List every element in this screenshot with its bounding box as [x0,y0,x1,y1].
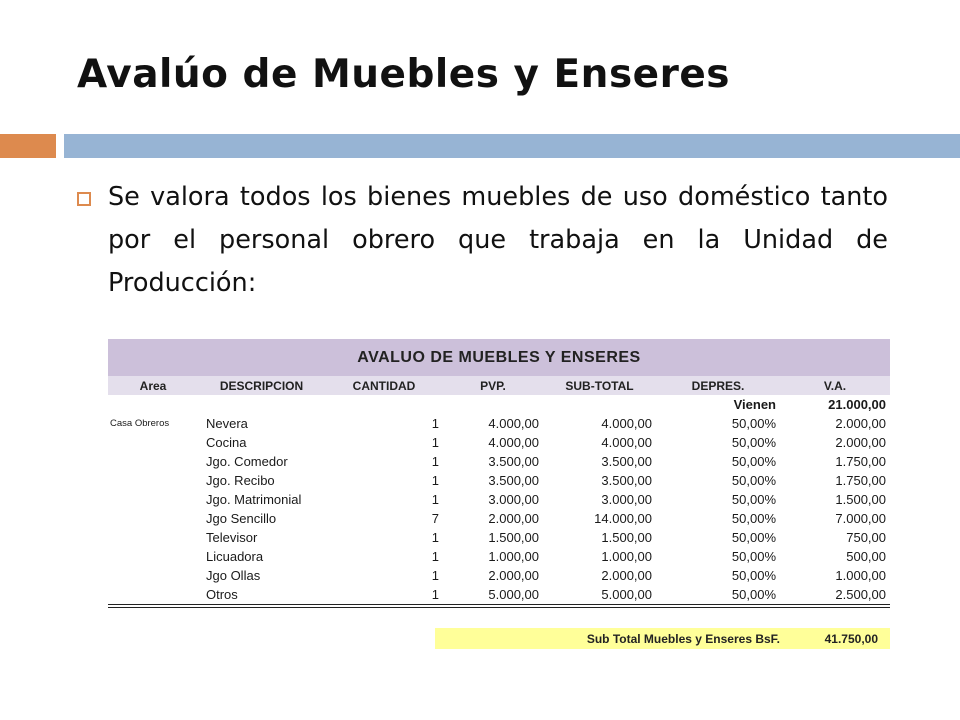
cell-cantidad: 1 [431,587,439,602]
subtotal-value: 41.750,00 [824,631,878,646]
cell-pvp: 3.500,00 [488,454,539,469]
cell-va: 7.000,00 [835,511,886,526]
cell-pvp: 4.000,00 [488,435,539,450]
cell-area [108,452,198,471]
table-row [108,490,890,509]
table-row [108,452,890,471]
accent-bar-blue [64,134,960,158]
cell-depres: 50,00% [731,511,776,526]
cell-va: 500,00 [846,549,886,564]
cell-descripcion: Jgo. Recibo [206,473,275,488]
cell-descripcion: Jgo Ollas [206,568,261,583]
table-row [108,414,890,433]
cell-cantidad: 1 [431,416,439,431]
header-descripcion: DESCRIPCION [219,378,304,393]
cell-area [108,547,198,566]
cell-va: 1.000,00 [835,568,886,583]
table-row [108,471,890,490]
cell-subtotal: 2.000,00 [601,568,652,583]
cell-area [108,528,198,547]
bullet-text: Se valora todos los bienes muebles de uso doméstico tanto por el personal obrero que trabaja en la Unidad de Producción: [108,182,888,298]
cell-depres: 50,00% [731,416,776,431]
header-cantidad: CANTIDAD [352,378,416,393]
cell-pvp: 2.000,00 [488,511,539,526]
header-va: V.A. [823,378,847,393]
cell-descripcion: Licuadora [206,549,264,564]
cell-pvp: 5.000,00 [488,587,539,602]
cell-cantidad: 1 [431,492,439,507]
header-area: Area [139,378,167,393]
cell-cantidad: 1 [431,454,439,469]
cell-pvp: 1.000,00 [488,549,539,564]
vienen-value: 21.000,00 [828,397,886,412]
cell-descripcion: Televisor [206,530,258,545]
table-bottom-rule [108,604,890,608]
cell-subtotal: 4.000,00 [601,416,652,431]
cell-depres: 50,00% [731,587,776,602]
cell-depres: 50,00% [731,568,776,583]
header-depres: DEPRES. [691,378,745,393]
cell-pvp: 3.500,00 [488,473,539,488]
table-row [108,585,890,604]
table-row [108,547,890,566]
cell-va: 1.500,00 [835,492,886,507]
cell-subtotal: 1.500,00 [601,530,652,545]
cell-area [108,490,198,509]
cell-pvp: 1.500,00 [488,530,539,545]
table-body [108,414,890,604]
cell-cantidad: 7 [431,511,439,526]
cell-depres: 50,00% [731,454,776,469]
cell-va: 2.000,00 [835,416,886,431]
cell-area [108,509,198,528]
cell-descripcion: Jgo. Matrimonial [206,492,302,507]
table-row [108,433,890,452]
cell-cantidad: 1 [431,568,439,583]
cell-va: 750,00 [846,530,886,545]
table-row [108,528,890,547]
cell-descripcion: Otros [206,587,238,602]
cell-cantidad: 1 [431,530,439,545]
cell-subtotal: 5.000,00 [601,587,652,602]
cell-subtotal: 3.000,00 [601,492,652,507]
cell-pvp: 3.000,00 [488,492,539,507]
cell-va: 2.000,00 [835,435,886,450]
cell-area [108,471,198,490]
subtotal-label: Sub Total Muebles y Enseres BsF. [586,631,780,646]
cell-va: 1.750,00 [835,454,886,469]
cell-descripcion: Jgo Sencillo [206,511,277,526]
cell-descripcion: Nevera [206,416,248,431]
cell-descripcion: Jgo. Comedor [206,454,288,469]
header-subtotal: SUB-TOTAL [565,378,634,393]
cell-area [108,566,198,585]
cell-cantidad: 1 [431,473,439,488]
vienen-row [108,395,890,414]
cell-depres: 50,00% [731,492,776,507]
cell-depres: 50,00% [731,530,776,545]
bullet-square-icon [77,192,91,206]
cell-area: Casa Obreros [110,418,170,429]
subtotal-box [435,628,890,649]
header-pvp: PVP. [480,378,506,393]
table-header [108,376,890,395]
cell-subtotal: 1.000,00 [601,549,652,564]
cell-subtotal: 3.500,00 [601,454,652,469]
cell-depres: 50,00% [731,435,776,450]
vienen-label: Vienen [733,397,776,412]
cell-subtotal: 14.000,00 [594,511,652,526]
cell-area [108,585,198,604]
cell-va: 2.500,00 [835,587,886,602]
accent-bar-orange [0,134,56,158]
cell-subtotal: 3.500,00 [601,473,652,488]
cell-depres: 50,00% [731,549,776,564]
cell-pvp: 4.000,00 [488,416,539,431]
cell-cantidad: 1 [431,435,439,450]
cell-depres: 50,00% [731,473,776,488]
table-row [108,509,890,528]
cell-descripcion: Cocina [206,435,247,450]
slide-title: Avalúo de Muebles y Enseres [77,52,731,97]
cell-cantidad: 1 [431,549,439,564]
table-row [108,566,890,585]
cell-va: 1.750,00 [835,473,886,488]
cell-area [108,433,198,452]
cell-subtotal: 4.000,00 [601,435,652,450]
table-title: AVALUO DE MUEBLES Y ENSERES [108,339,890,376]
valuation-table [108,339,890,608]
cell-pvp: 2.000,00 [488,568,539,583]
